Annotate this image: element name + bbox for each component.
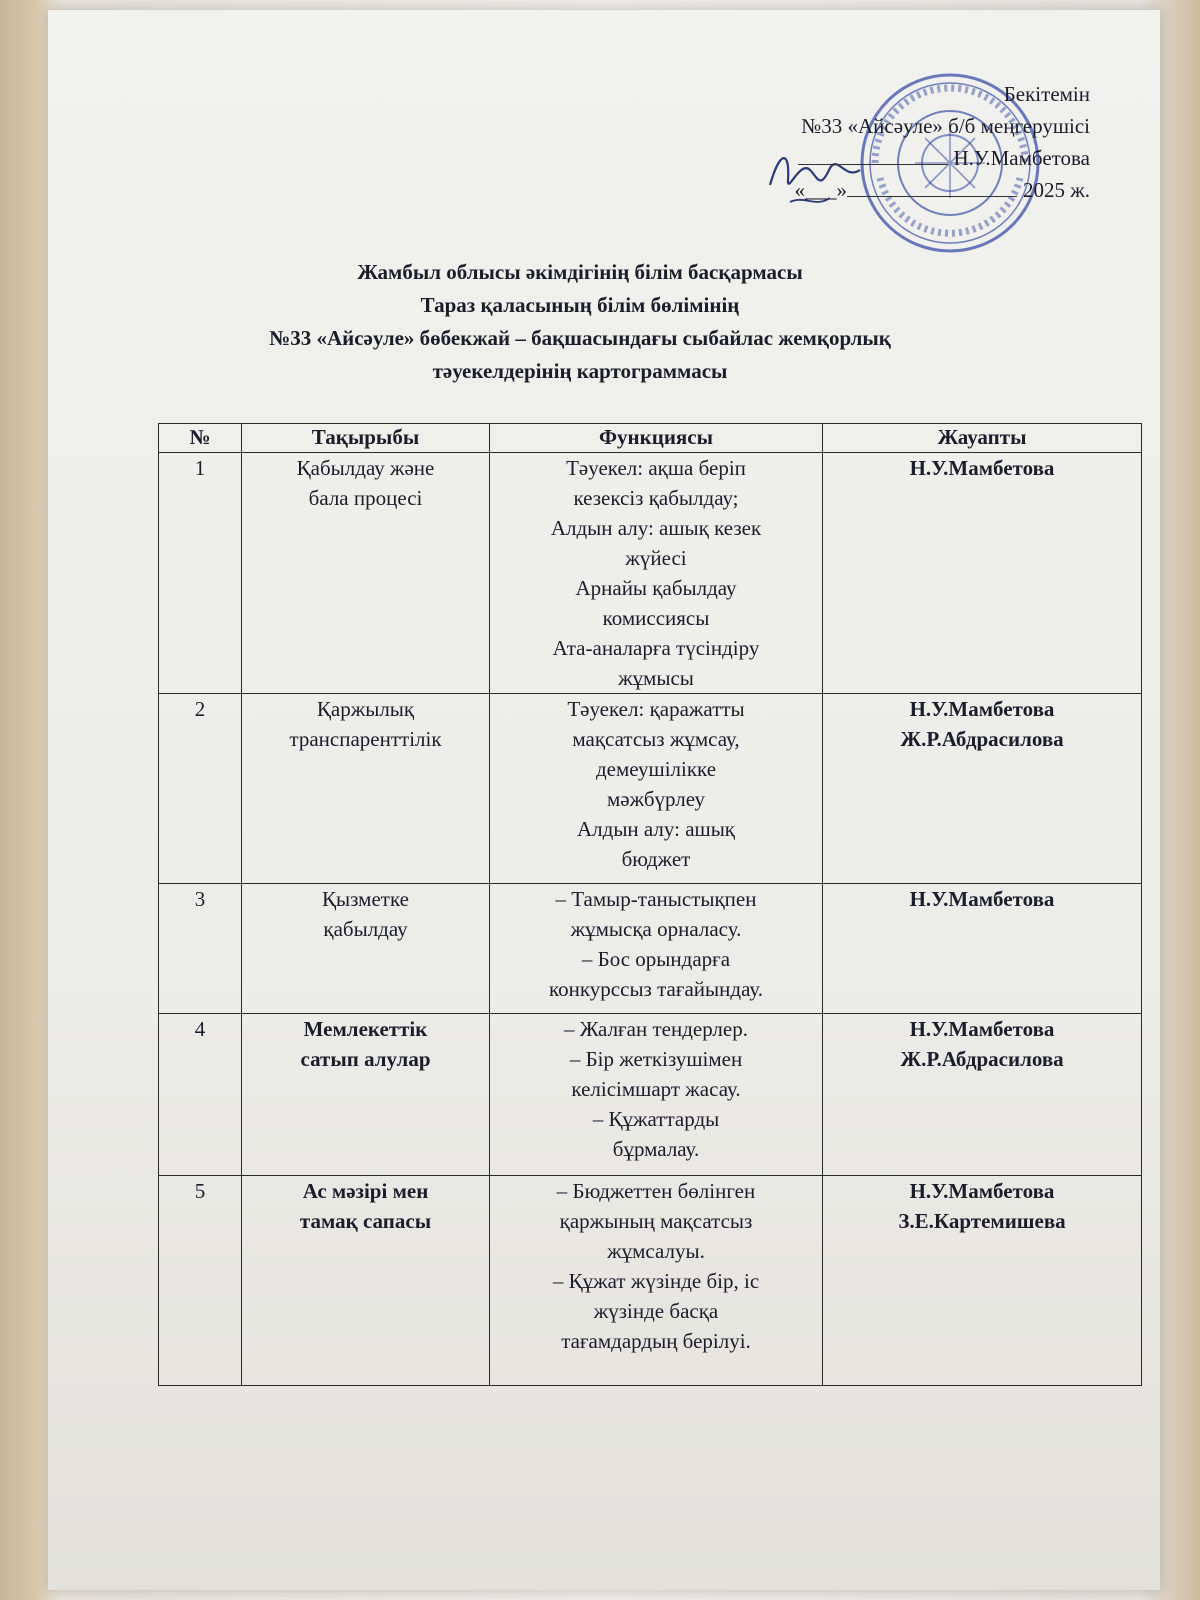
row-function — [490, 694, 823, 884]
row-function-line: комиссиясы — [602, 606, 710, 630]
row-function-line: жұмсалуы. — [607, 1239, 705, 1263]
row-function-line: бюджет — [621, 847, 691, 871]
row-function-line: – Тамыр-таныстықпен — [555, 887, 757, 911]
row-topic — [242, 1014, 490, 1176]
heading-line-3: №33 «Айсәуле» бөбекжай – бақшасындағы сыбайлас жемқорлық — [269, 326, 891, 350]
header-topic: Тақырыбы — [242, 424, 490, 453]
row-function-line: конкурссыз тағайындау. — [549, 977, 763, 1001]
row-topic-line: тамақ сапасы — [299, 1209, 432, 1233]
approval-name: Н.У.Мамбетова — [953, 146, 1090, 170]
row-function-line: кезексіз қабылдау; — [573, 486, 739, 510]
approval-position: №33 «Айсәуле» б/б меңгерушісі — [801, 114, 1090, 138]
row-function-line: Алдын алу: ашық — [576, 817, 736, 841]
row-responsible-line: Н.У.Мамбетова — [909, 1179, 1055, 1203]
row-topic — [242, 1176, 490, 1386]
signature-line — [798, 164, 948, 165]
row-function-line: демеушілікке — [595, 757, 717, 781]
heading-line-1: Жамбыл облысы әкімдігінің білім басқармасы — [357, 260, 803, 284]
approval-title: Бекітемін — [1003, 82, 1090, 106]
table-row — [159, 694, 1142, 884]
row-topic-line: бала процесі — [308, 486, 423, 510]
row-function-line: тағамдардың берілуі. — [561, 1329, 751, 1353]
approval-name-line — [670, 142, 1090, 174]
table-row — [159, 453, 1142, 694]
row-responsible — [823, 1014, 1142, 1176]
row-responsible-line: Ж.Р.Абдрасилова — [900, 727, 1064, 751]
document-heading — [180, 256, 980, 388]
approval-block — [670, 78, 1090, 206]
row-responsible-line: Н.У.Мамбетова — [909, 697, 1055, 721]
row-function-line: мақсатсыз жұмсау, — [572, 727, 740, 751]
row-function-line: Алдын алу: ашық кезек — [550, 516, 762, 540]
row-topic-line: транспаренттілік — [289, 727, 442, 751]
row-topic-line: Қабылдау және — [296, 456, 435, 480]
row-function-line: бұрмалау. — [612, 1137, 700, 1161]
header-function: Функциясы — [490, 424, 823, 453]
row-function-line: жүйесі — [625, 546, 687, 570]
row-function-line: – Бюджеттен бөлінген — [556, 1179, 756, 1203]
header-num: № — [159, 424, 242, 453]
row-responsible — [823, 694, 1142, 884]
header-responsible: Жауапты — [823, 424, 1142, 453]
row-topic-line: қабылдау — [323, 917, 408, 941]
row-function-line: Арнайы қабылдау — [575, 576, 737, 600]
row-function-line: – Құжаттарды — [592, 1107, 720, 1131]
date-line — [847, 196, 1017, 197]
row-function — [490, 1176, 823, 1386]
row-function-line: – Құжат жүзінде бір, іс — [552, 1269, 760, 1293]
row-topic — [242, 694, 490, 884]
row-function-line: мәжбүрлеу — [606, 787, 706, 811]
row-number: 5 — [159, 1176, 242, 1386]
row-topic-line: Қызметке — [322, 887, 409, 911]
row-number: 1 — [159, 453, 242, 694]
row-responsible-line: Н.У.Мамбетова — [909, 456, 1055, 480]
heading-line-2: Тараз қаласының білім бөлімінің — [420, 293, 740, 317]
row-function-line: Тәуекел: қаражатты — [567, 697, 745, 721]
table-row — [159, 884, 1142, 1014]
table-body — [159, 453, 1142, 1386]
row-responsible — [823, 884, 1142, 1014]
row-topic — [242, 884, 490, 1014]
row-function — [490, 884, 823, 1014]
heading-line-4: тәуекелдерінің картограммасы — [432, 359, 728, 383]
row-topic-line: сатып алулар — [300, 1047, 431, 1071]
row-number: 2 — [159, 694, 242, 884]
row-function-line: Тәуекел: ақша беріп — [566, 456, 746, 480]
approval-date: 2025 ж. — [1022, 178, 1090, 202]
row-function-line: – Бос орындарға — [581, 947, 731, 971]
approval-date-line — [670, 174, 1090, 206]
row-topic-line: Қаржылық — [316, 697, 415, 721]
row-function — [490, 1014, 823, 1176]
table-row — [159, 1014, 1142, 1176]
table-row — [159, 1176, 1142, 1386]
approval-date-prefix: «___» — [794, 178, 847, 202]
row-topic-line: Мемлекеттік — [303, 1017, 428, 1041]
row-function-line: жұмысы — [618, 666, 694, 690]
row-function-line: – Жалған тендерлер. — [564, 1017, 748, 1041]
row-topic — [242, 453, 490, 694]
row-function-line: Ата-аналарға түсіндіру — [552, 636, 760, 660]
row-responsible-line: З.Е.Картемишева — [898, 1209, 1066, 1233]
row-function — [490, 453, 823, 694]
row-responsible-line: Ж.Р.Абдрасилова — [900, 1047, 1064, 1071]
row-function-line: қаржының мақсатсыз — [559, 1209, 753, 1233]
row-function-line: келісімшарт жасау. — [571, 1077, 741, 1101]
row-responsible-line: Н.У.Мамбетова — [909, 1017, 1055, 1041]
row-number: 4 — [159, 1014, 242, 1176]
risk-table — [158, 423, 1142, 1386]
row-topic-line: Ас мәзірі мен — [302, 1179, 429, 1203]
row-function-line: жүзінде басқа — [593, 1299, 719, 1323]
table-header-row — [159, 424, 1142, 453]
row-responsible-line: Н.У.Мамбетова — [909, 887, 1055, 911]
row-responsible — [823, 1176, 1142, 1386]
row-function-line: – Бір жеткізушімен — [569, 1047, 743, 1071]
row-function-line: жұмысқа орналасу. — [570, 917, 742, 941]
row-responsible — [823, 453, 1142, 694]
row-number: 3 — [159, 884, 242, 1014]
